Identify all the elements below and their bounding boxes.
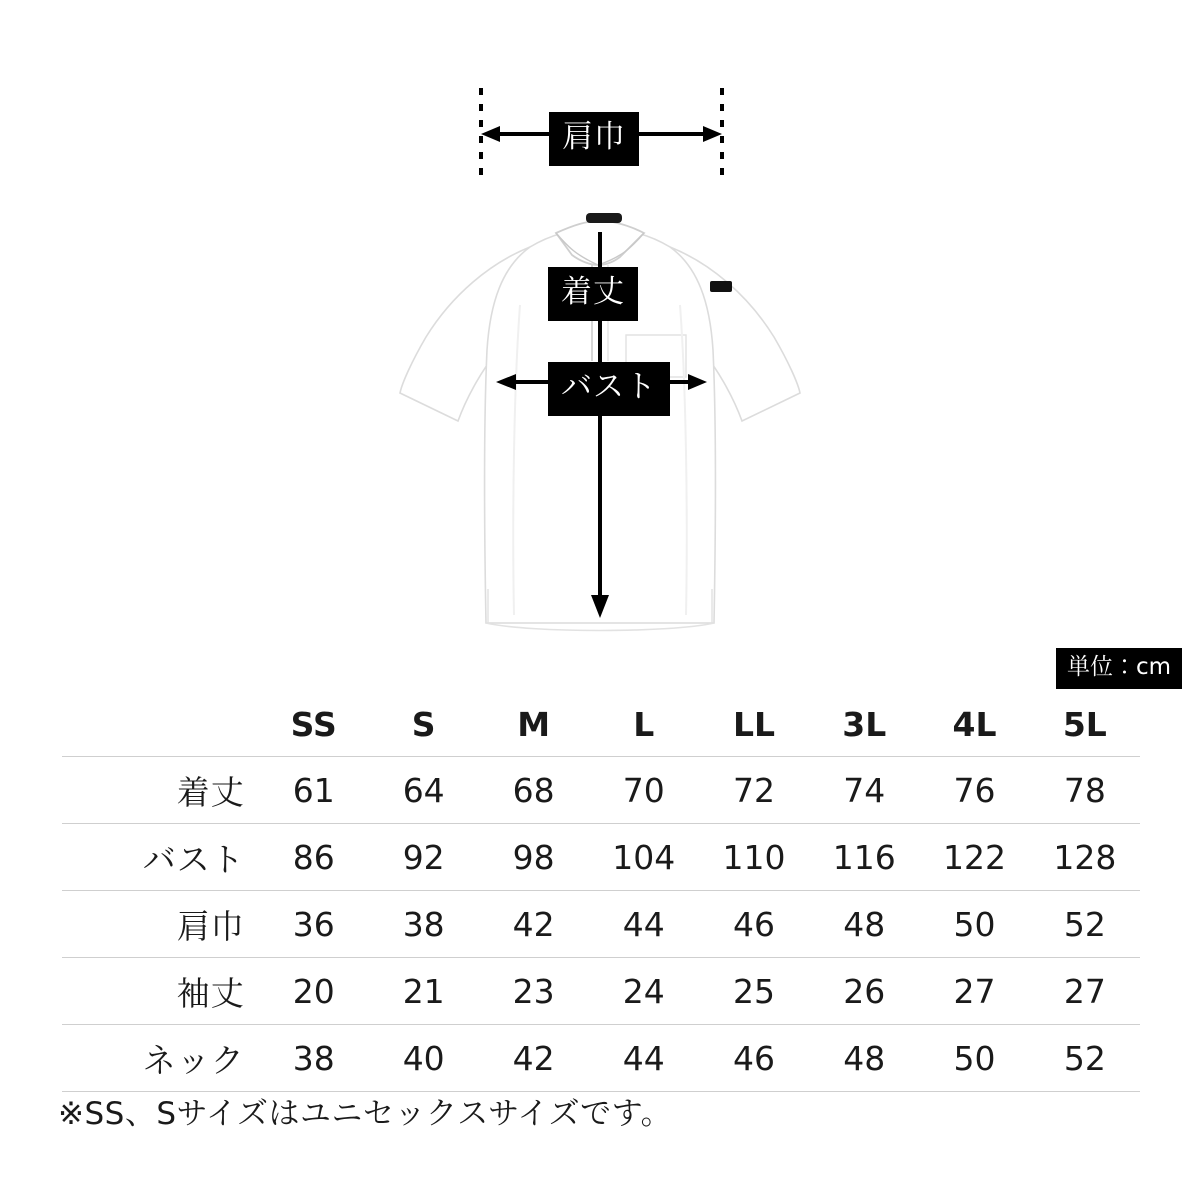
size-table-header [62,700,1140,757]
cell-bust-ss: 86 [292,837,335,877]
label-bust: バスト [548,362,670,416]
cell-neck-ll: 46 [733,1038,776,1078]
size-header-4l: 4L [952,704,997,744]
table-row [62,757,1140,824]
cell-shoulder-s: 38 [402,904,445,944]
cell-bust-m: 98 [512,837,555,877]
cell-body-length-s: 64 [402,770,445,810]
cell-bust-l: 104 [612,837,676,877]
size-note: ※SS、Sサイズはユニセックスサイズです。 [58,1096,673,1132]
table-row [62,824,1140,891]
cell-sleeve-l: 24 [622,971,665,1011]
label-body-length: 着丈 [548,267,638,321]
cell-neck-ss: 38 [292,1038,335,1078]
cell-sleeve-s: 21 [402,971,445,1011]
row-label-shoulder-width: 肩巾 [176,906,245,946]
cell-shoulder-3l: 48 [843,904,886,944]
cell-shoulder-ll: 46 [733,904,776,944]
cell-body-length-ss: 61 [292,770,335,810]
cell-neck-m: 42 [512,1038,555,1078]
cell-body-length-4l: 76 [953,770,996,810]
size-table-container [62,700,1140,1092]
cell-body-length-l: 70 [622,770,665,810]
table-row [62,958,1140,1025]
size-header-s: S [411,704,436,744]
cell-body-length-m: 68 [512,770,555,810]
row-label-sleeve-length: 袖丈 [176,973,245,1013]
row-label-bust: バスト [142,839,245,879]
size-table-body [62,757,1140,1092]
cell-body-length-ll: 72 [733,770,776,810]
cell-sleeve-m: 23 [512,971,555,1011]
cell-shoulder-4l: 50 [953,904,996,944]
cell-neck-3l: 48 [843,1038,886,1078]
size-header-ss: SS [290,704,337,744]
size-header-3l: 3L [842,704,887,744]
size-header-l: L [633,704,655,744]
label-shoulder-width: 肩巾 [549,112,639,166]
cell-bust-ll: 110 [722,837,786,877]
cell-neck-l: 44 [622,1038,665,1078]
cell-neck-4l: 50 [953,1038,996,1078]
cell-body-length-5l: 78 [1063,770,1106,810]
cell-sleeve-3l: 26 [843,971,886,1011]
cell-bust-5l: 128 [1053,837,1117,877]
size-header-ll: LL [732,704,776,744]
cell-shoulder-5l: 52 [1063,904,1106,944]
cell-bust-4l: 122 [943,837,1007,877]
garment-illustration [380,185,820,650]
row-label-neck: ネック [142,1040,245,1080]
cell-neck-5l: 52 [1063,1038,1106,1078]
size-table [62,700,1140,1092]
table-row [62,891,1140,958]
cell-neck-s: 40 [402,1038,445,1078]
unit-badge: 単位：cm [1056,648,1182,689]
table-row [62,1025,1140,1092]
cell-sleeve-ss: 20 [292,971,335,1011]
cell-shoulder-ss: 36 [292,904,335,944]
table-header-row [62,700,1140,757]
cell-shoulder-l: 44 [622,904,665,944]
cell-shoulder-m: 42 [512,904,555,944]
corner-cell [62,700,259,757]
cell-sleeve-5l: 27 [1063,971,1106,1011]
row-label-body-length: 着丈 [176,772,245,812]
cell-bust-s: 92 [402,837,445,877]
cell-bust-3l: 116 [832,837,896,877]
cell-sleeve-ll: 25 [733,971,776,1011]
cell-sleeve-4l: 27 [953,971,996,1011]
size-header-m: M [517,704,551,744]
size-header-5l: 5L [1062,704,1107,744]
cell-body-length-3l: 74 [843,770,886,810]
